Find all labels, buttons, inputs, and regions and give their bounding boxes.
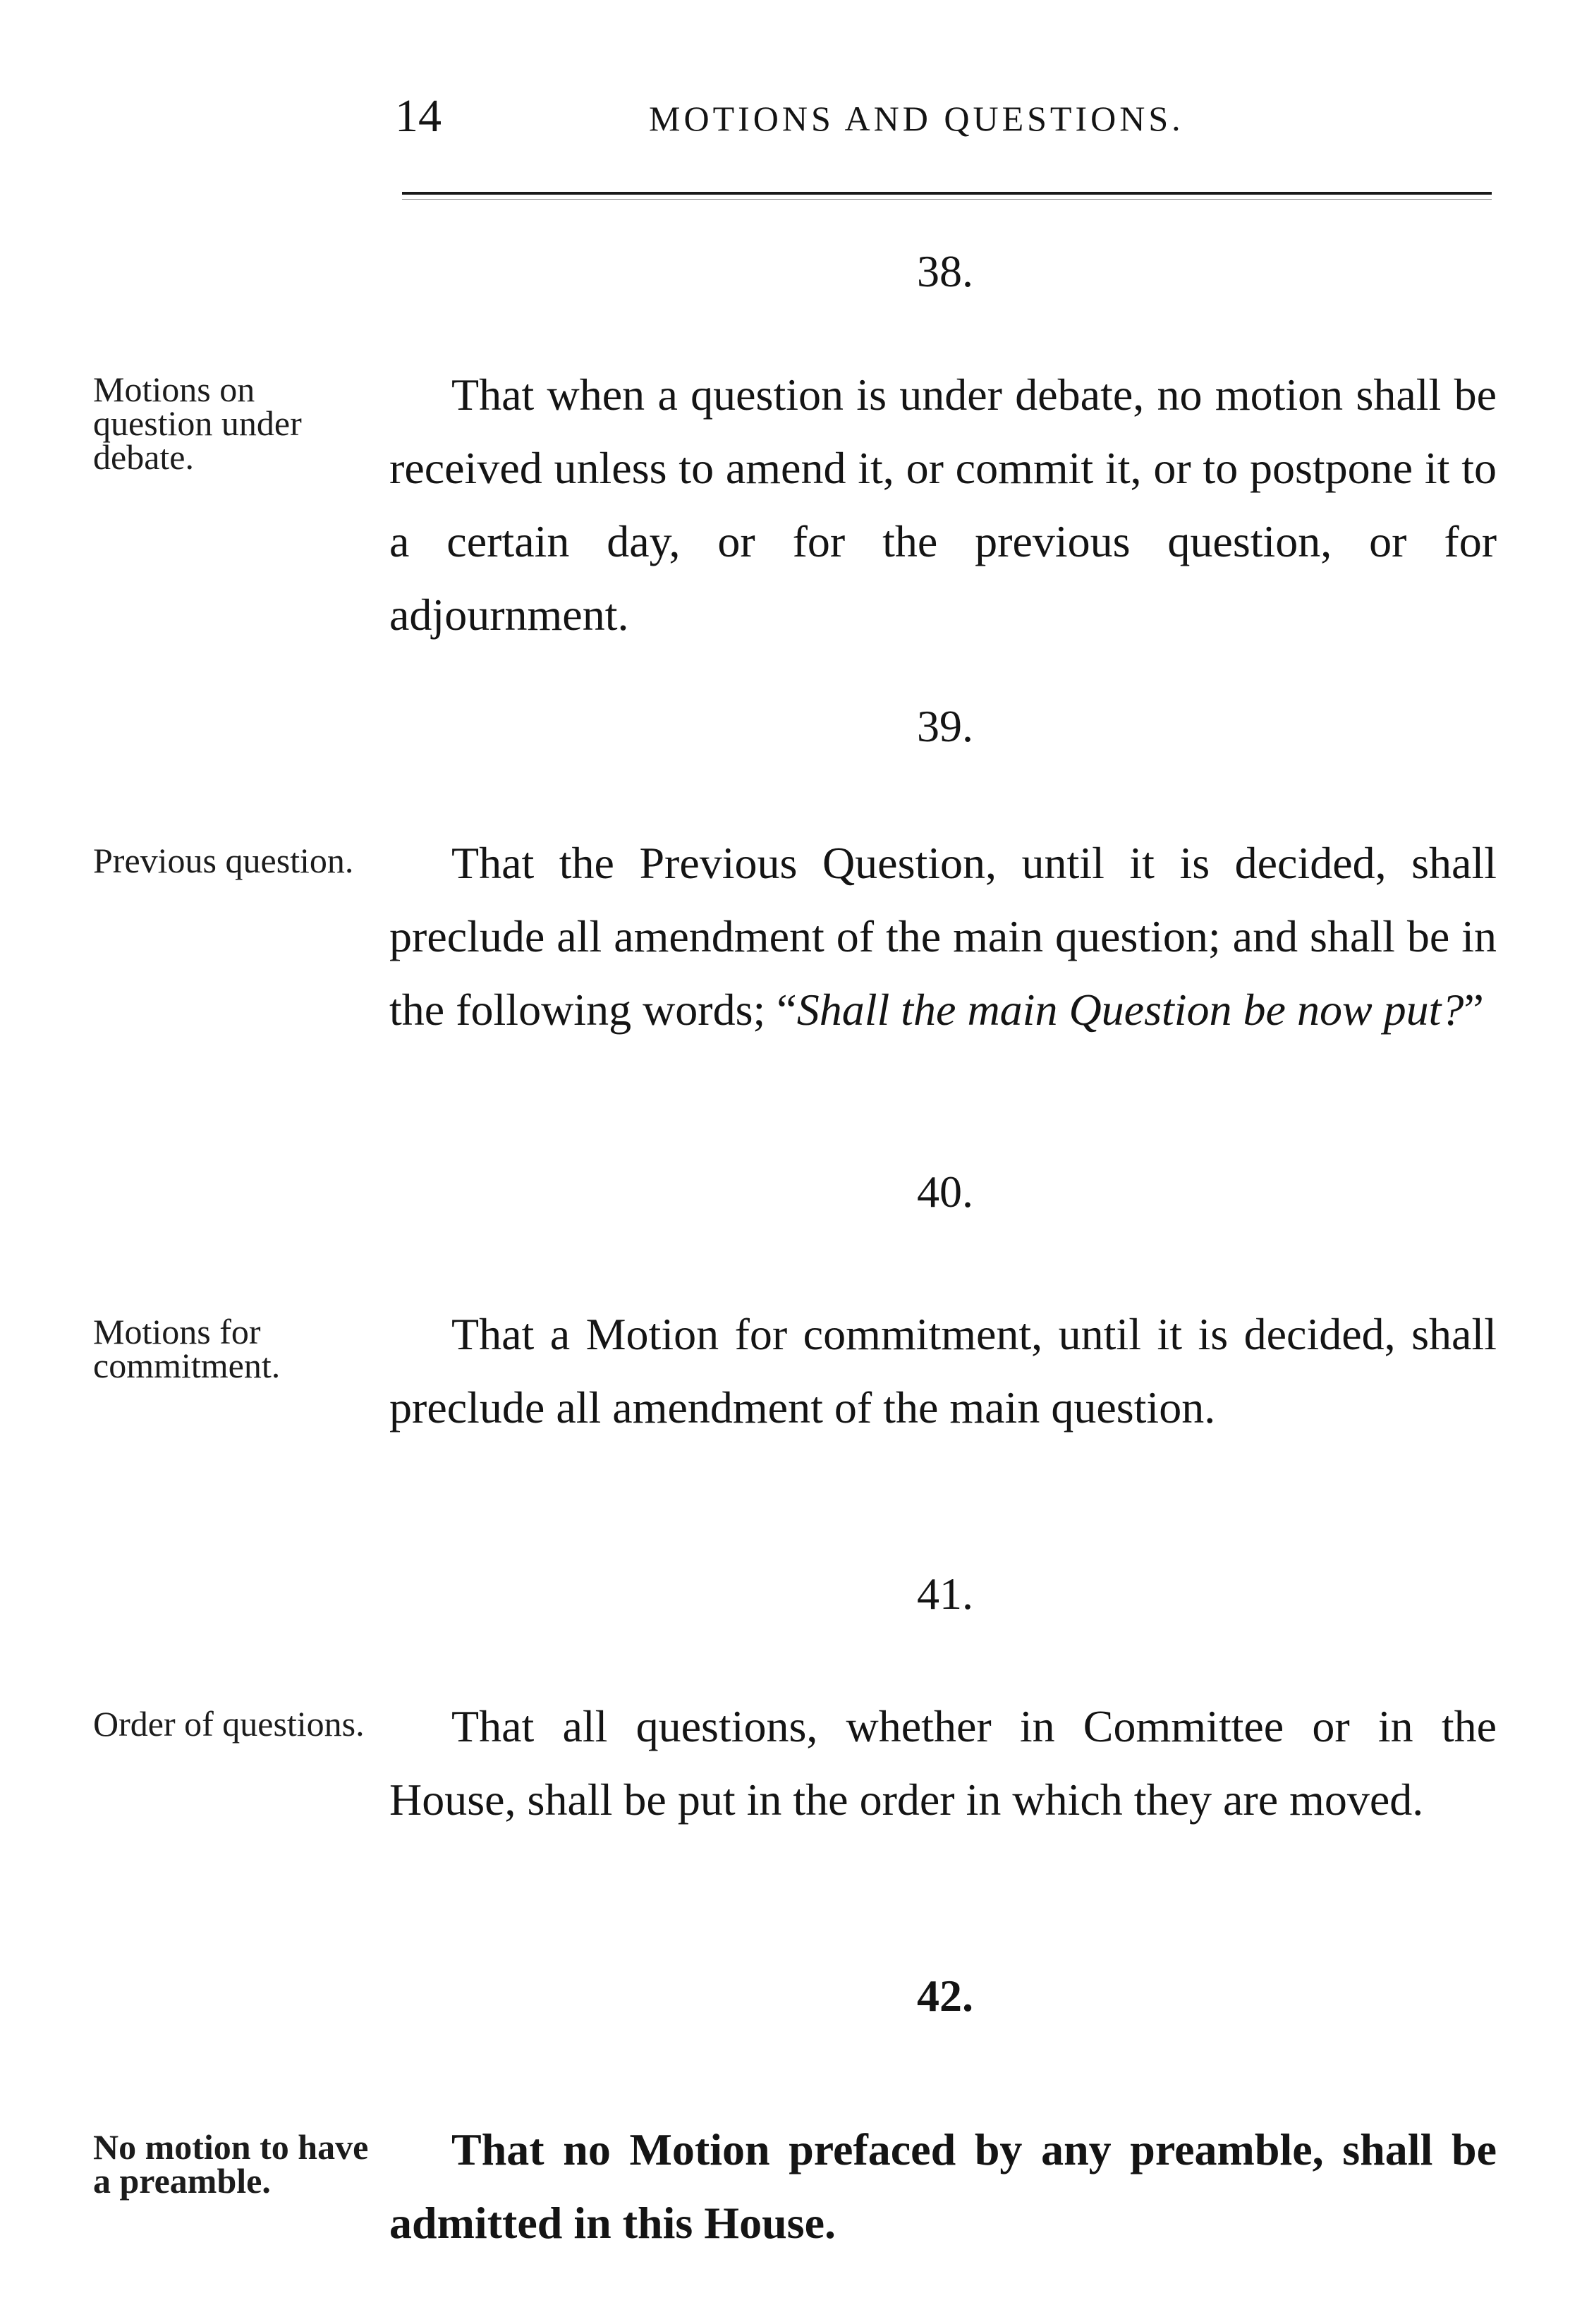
header-rule-thin [402,199,1492,200]
rule-paragraph: That when a question is under debate, no motion shall be received unless to amend it, or commit it, or to postpone it to a certain day, or for the previous question, or for adjournment. [389,370,1497,640]
side-note-39: Previous question. [93,841,354,880]
rule-number-40: 40. [917,1167,973,1217]
rule-number-38: 38. [917,246,973,296]
rule-text-39 [389,827,1497,1047]
rule-text-38 [389,358,1497,652]
rule-number-42: 42. [917,1971,973,2021]
side-note-42: No motion to have a preamble. [93,2127,369,2201]
side-note-38: Motions on question under debate. [93,370,302,477]
rule-number-39: 39. [917,701,973,751]
rule-paragraph: That a Motion for commitment, until it is decided, shall preclude all amendment of the main question. [389,1309,1497,1432]
rule-text-plain: That the Previous Question, until it is decided, shall preclude all amendment of the main question; and shall be in the following words; “ [389,838,1497,1035]
side-note-40: Motions for commitment. [93,1312,281,1385]
rule-text-42 [389,2113,1497,2260]
header-rule [402,192,1492,195]
side-note-41: Order of questions. [93,1704,365,1744]
rule-paragraph [389,827,1497,1047]
rule-text-40 [389,1298,1497,1444]
rule-text-41 [389,1690,1497,1837]
page-number: 14 [395,90,442,142]
rule-paragraph: That no Motion prefaced by any preamble, shall be admitted in this House. [389,2124,1497,2248]
rule-paragraph: That all questions, whether in Committee or in the House, shall be put in the order in which they are moved. [389,1701,1497,1825]
running-head: MOTIONS AND QUESTIONS. [649,99,1184,138]
closing-quote: ” [1464,985,1484,1035]
rule-number-41: 41. [917,1569,973,1619]
page-header [395,85,1495,148]
quoted-question: Shall the main Question be now put? [796,985,1464,1035]
